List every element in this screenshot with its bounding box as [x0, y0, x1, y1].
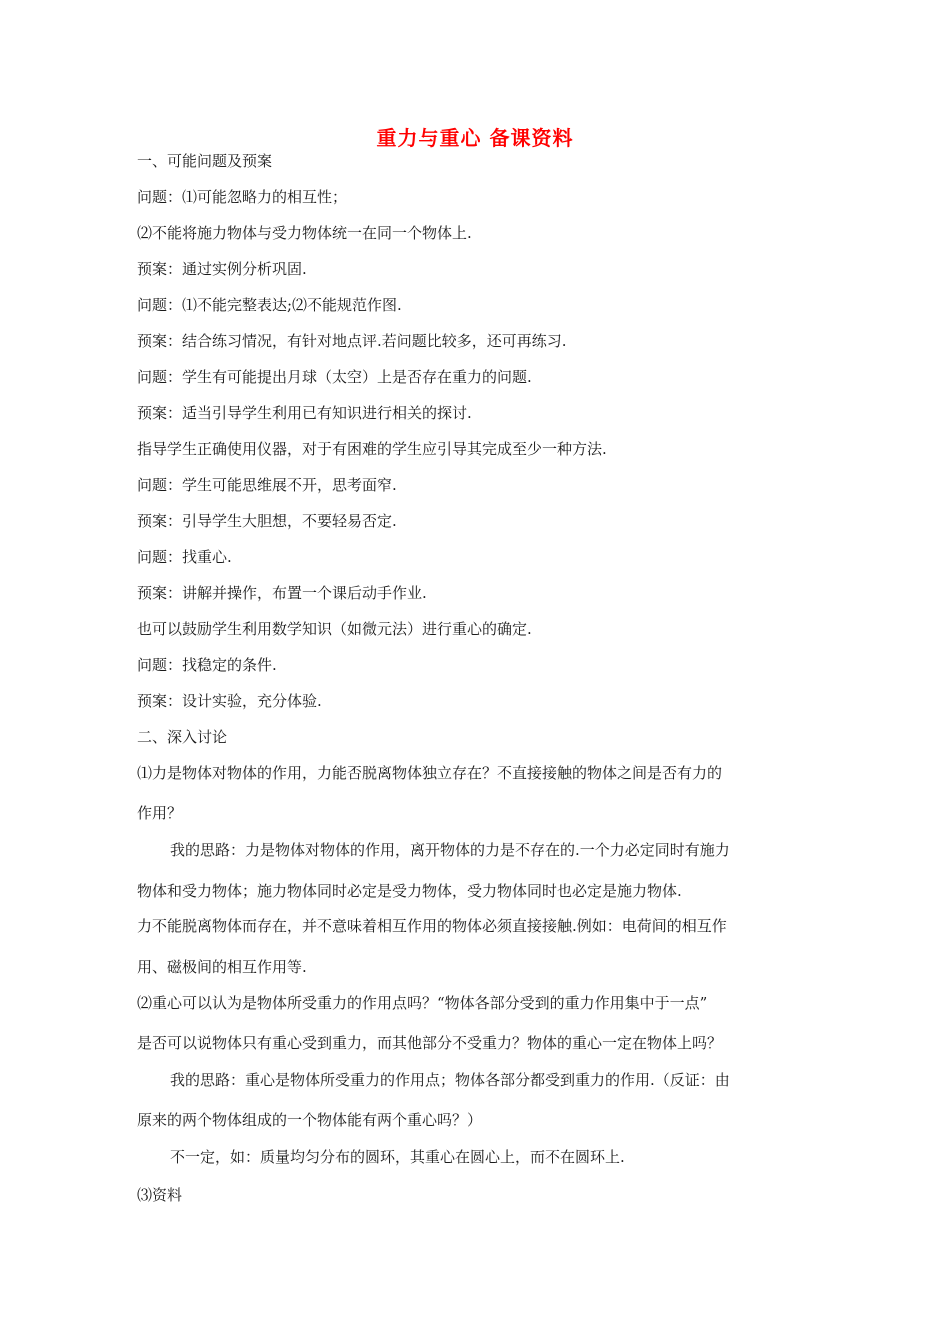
document-title: 重力与重心 备课资料 — [376, 126, 574, 150]
paragraph-line: 指导学生正确使用仪器，对于有困难的学生应引导其完成至少一种方法. — [137, 440, 607, 458]
paragraph-line: 是否可以说物体只有重心受到重力，而其他部分不受重力？物体的重心一定在物体上吗？ — [137, 1034, 723, 1052]
paragraph-line: 预案：讲解并操作，布置一个课后动手作业. — [137, 584, 427, 602]
paragraph-line: 预案：结合练习情况，有针对地点评.若问题比较多，还可再练习. — [137, 332, 567, 350]
paragraph-line: 用、磁极间的相互作用等. — [137, 958, 307, 976]
paragraph-line: 问题：找重心. — [137, 548, 232, 566]
paragraph-line: 我的思路：重心是物体所受重力的作用点；物体各部分都受到重力的作用.（反证：由 — [170, 1071, 730, 1089]
paragraph-line: 预案：设计实验，充分体验. — [137, 692, 322, 710]
paragraph-line: 也可以鼓励学生利用数学知识（如微元法）进行重心的确定. — [137, 620, 532, 638]
paragraph-line: 问题：学生可能思维展不开，思考面窄. — [137, 476, 397, 494]
paragraph-line: 我的思路：力是物体对物体的作用，离开物体的力是不存在的.一个力必定同时有施力 — [170, 841, 730, 859]
paragraph-line: 预案：适当引导学生利用已有知识进行相关的探讨. — [137, 404, 472, 422]
paragraph-line: 问题：⑴不能完整表达;⑵不能规范作图. — [137, 296, 402, 314]
paragraph-line: ⑵不能将施力物体与受力物体统一在同一个物体上. — [137, 224, 472, 242]
paragraph-line: 原来的两个物体组成的一个物体能有两个重心吗？） — [137, 1111, 483, 1129]
paragraph-line: 预案：通过实例分析巩固. — [137, 260, 307, 278]
paragraph-line: ⑴力是物体对物体的作用，力能否脱离物体独立存在？不直接接触的物体之间是否有力的 — [137, 764, 723, 782]
section-heading: 二、深入讨论 — [137, 728, 228, 746]
paragraph-line: 问题：找稳定的条件. — [137, 656, 277, 674]
paragraph-line: ⑵重心可以认为是物体所受重力的作用点吗？“物体各部分受到的重力作用集中于一点” — [137, 994, 708, 1012]
paragraph-line: 预案：引导学生大胆想，不要轻易否定. — [137, 512, 397, 530]
paragraph-line: ⑶资料 — [137, 1186, 183, 1204]
paragraph-line: 作用？ — [137, 804, 183, 822]
paragraph-line: 问题：⑴可能忽略力的相互性； — [137, 188, 348, 206]
paragraph-line: 力不能脱离物体而存在，并不意味着相互作用的物体必须直接接触.例如：电荷间的相互作 — [137, 917, 727, 935]
paragraph-line: 不一定，如：质量均匀分布的圆环，其重心在圆心上，而不在圆环上. — [170, 1148, 625, 1166]
paragraph-line: 物体和受力物体；施力物体同时必定是受力物体，受力物体同时也必定是施力物体. — [137, 882, 682, 900]
section-heading: 一、可能问题及预案 — [137, 152, 273, 170]
paragraph-line: 问题：学生有可能提出月球（太空）上是否存在重力的问题. — [137, 368, 532, 386]
